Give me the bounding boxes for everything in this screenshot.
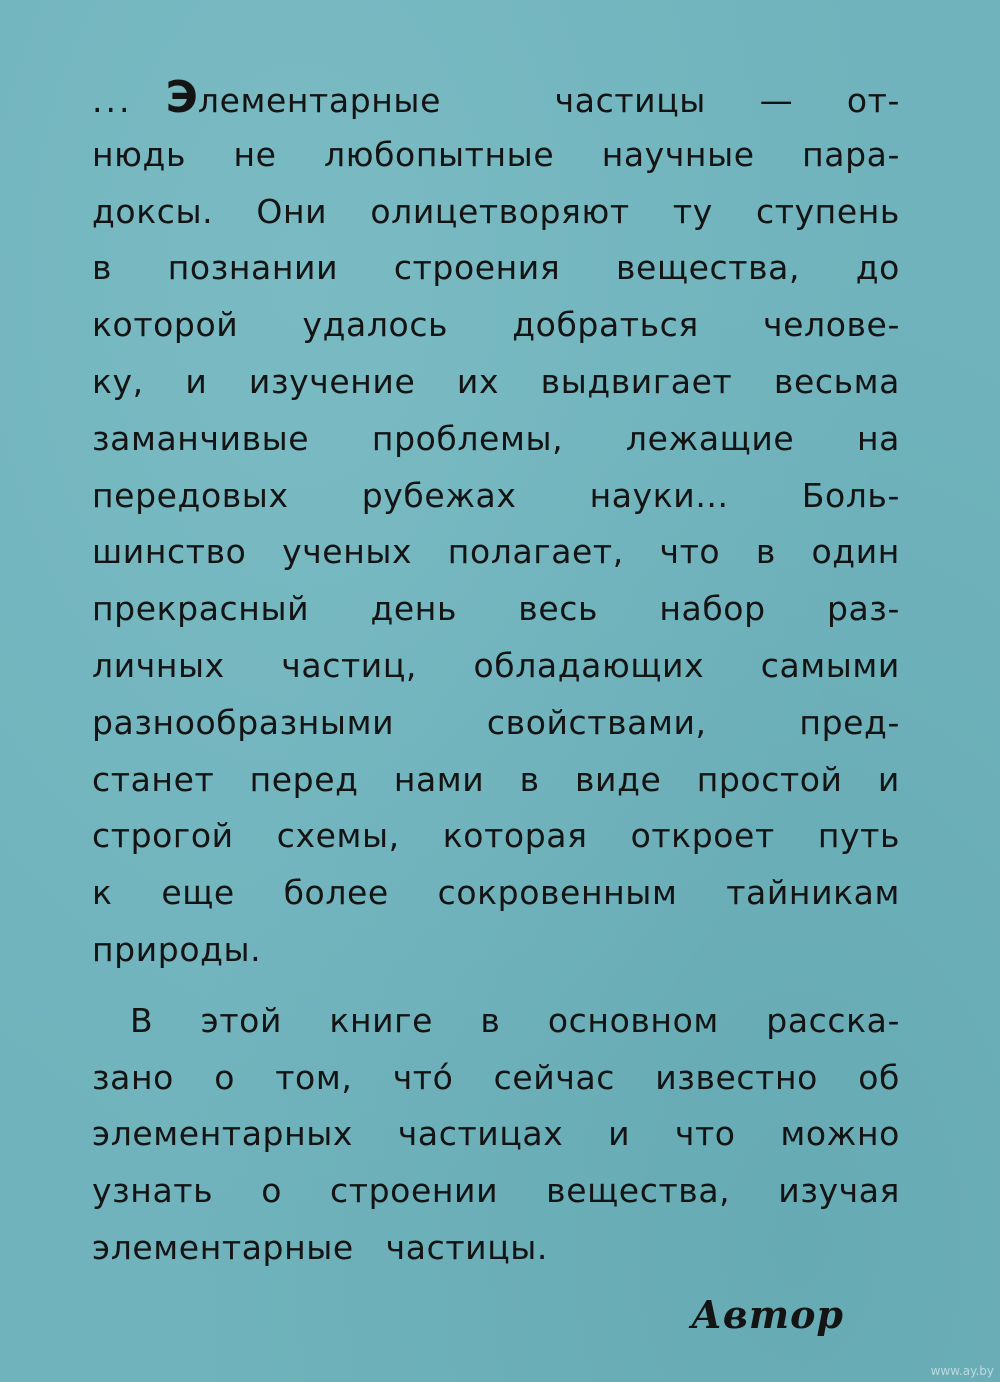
word: схемы, — [276, 816, 400, 856]
text-line — [92, 354, 900, 411]
word: в — [519, 759, 540, 799]
text-line — [92, 411, 900, 468]
word: набор — [659, 589, 766, 629]
word: от- — [846, 81, 900, 120]
word: заманчивые — [92, 418, 310, 458]
word: разнообразными — [92, 702, 395, 742]
word: ученых — [282, 532, 413, 572]
word: и — [608, 1114, 631, 1154]
word: частицы. — [385, 1227, 549, 1267]
word: этой — [200, 1000, 283, 1040]
word: тайникам — [726, 873, 900, 913]
text-line — [92, 808, 900, 865]
word: расска- — [766, 1000, 900, 1040]
word: личных — [92, 645, 225, 685]
paragraph-gap — [92, 979, 900, 993]
first-word-group — [92, 70, 441, 130]
text-block — [92, 70, 900, 1277]
word: об — [858, 1057, 900, 1097]
word: элементарные — [92, 1227, 354, 1267]
word: известно — [655, 1057, 818, 1097]
word: ступень — [755, 191, 900, 231]
word: о — [261, 1171, 282, 1211]
text-line — [92, 524, 900, 581]
word: природы. — [92, 929, 262, 969]
word: и — [877, 759, 900, 799]
word: полагает, — [447, 532, 624, 572]
word: научные — [601, 134, 755, 174]
word: частицах — [397, 1114, 564, 1154]
word: перед — [249, 759, 359, 799]
word: пред- — [799, 702, 900, 742]
word: и — [185, 361, 208, 401]
word: основном — [547, 1000, 719, 1040]
word: челове- — [763, 305, 900, 345]
word: путь — [817, 816, 900, 856]
word: лементарные — [197, 81, 441, 120]
text-line — [92, 752, 900, 809]
word: до — [855, 248, 900, 288]
word: том, — [275, 1057, 353, 1097]
text-line — [92, 468, 900, 525]
word: станет — [92, 759, 215, 799]
word: науки... — [589, 475, 729, 515]
word: частицы — [554, 81, 706, 120]
word: добраться — [512, 305, 699, 345]
word: сокровенным — [437, 873, 678, 913]
word: строгой — [92, 816, 234, 856]
word: в — [92, 248, 113, 288]
word: более — [283, 873, 389, 913]
text-line — [92, 1106, 900, 1163]
word: шинство — [92, 532, 247, 572]
word: удалось — [302, 305, 449, 345]
word: свойствами, — [486, 702, 707, 742]
text-line — [92, 70, 900, 127]
word: весь — [518, 589, 599, 629]
word: обладающих — [473, 645, 705, 685]
word: олицетворяют — [370, 191, 630, 231]
text-line — [92, 240, 900, 297]
word: на — [856, 418, 900, 458]
word: частиц, — [281, 645, 417, 685]
word: Боль- — [801, 475, 900, 515]
word: в — [480, 1000, 501, 1040]
word: строения — [393, 248, 561, 288]
word: которой — [92, 305, 239, 345]
word: простой — [696, 759, 843, 799]
word: можно — [780, 1114, 900, 1154]
text-line — [92, 695, 900, 752]
word: один — [811, 532, 900, 572]
word: которая — [442, 816, 588, 856]
word: познании — [167, 248, 339, 288]
word: нами — [393, 759, 485, 799]
author-signature: Автор — [690, 1292, 844, 1337]
text-line — [92, 865, 900, 922]
word: проблемы, — [371, 418, 564, 458]
word: В — [130, 1000, 154, 1040]
word: элементарных — [92, 1114, 354, 1154]
word: ту — [672, 191, 713, 231]
word: самыми — [760, 645, 900, 685]
text-line — [92, 638, 900, 695]
word: доксы. — [92, 191, 214, 231]
word: лежащие — [625, 418, 795, 458]
text-line — [92, 922, 900, 979]
text-line — [92, 1220, 900, 1277]
word: раз- — [826, 589, 900, 629]
word: весьма — [773, 361, 900, 401]
word: строении — [330, 1171, 499, 1211]
word: прекрасный — [92, 589, 310, 629]
word: о — [214, 1057, 235, 1097]
word: изучая — [778, 1171, 900, 1211]
word: Они — [256, 191, 328, 231]
drop-cap: Э — [165, 72, 198, 123]
word: в — [755, 532, 776, 572]
word: к — [92, 873, 113, 913]
word: откроет — [630, 816, 775, 856]
word: что — [659, 532, 721, 572]
word: любопытные — [324, 134, 555, 174]
word: — — [759, 81, 794, 120]
word: сейчас — [493, 1057, 616, 1097]
ellipsis: ... — [92, 81, 133, 120]
text-line — [92, 127, 900, 184]
word: еще — [161, 873, 235, 913]
text-line — [92, 184, 900, 241]
word: зано — [92, 1057, 174, 1097]
text-line — [92, 297, 900, 354]
word: ку, — [92, 361, 144, 401]
word: рубежах — [361, 475, 517, 515]
word: нюдь — [92, 134, 187, 174]
word: вещества, — [616, 248, 801, 288]
word: вещества, — [546, 1171, 731, 1211]
word: чтó — [392, 1057, 454, 1097]
word: изучение — [248, 361, 416, 401]
text-line — [92, 1050, 900, 1107]
word: виде — [574, 759, 662, 799]
word: книге — [329, 1000, 434, 1040]
text-line — [92, 581, 900, 638]
word: выдвигает — [540, 361, 733, 401]
site-watermark: www.ay.by — [930, 1364, 994, 1378]
word: не — [233, 134, 277, 174]
word: узнать — [92, 1171, 214, 1211]
word: передовых — [92, 475, 289, 515]
text-line — [92, 993, 900, 1050]
word: пара- — [802, 134, 900, 174]
text-line — [92, 1163, 900, 1220]
word: день — [370, 589, 457, 629]
word: что — [674, 1114, 736, 1154]
word: их — [456, 361, 500, 401]
